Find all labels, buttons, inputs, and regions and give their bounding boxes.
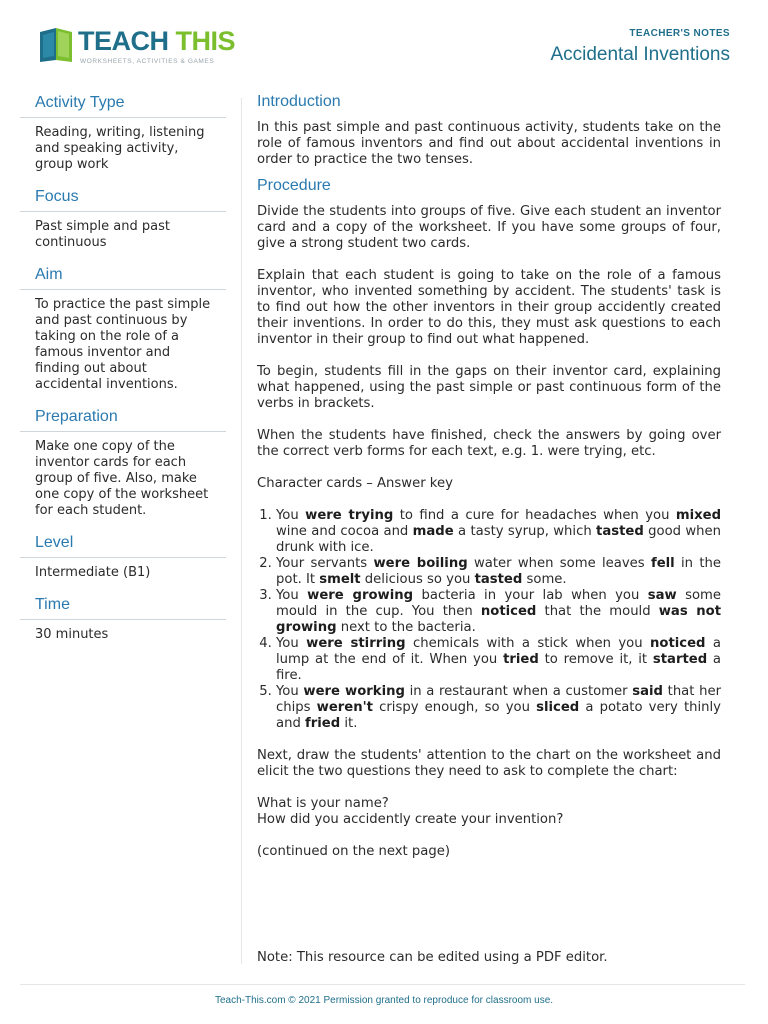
procedure-paragraph: Divide the students into groups of five. Give each student an inventor card and a copy of the worksheet. If you have some groups of four, give a strong student two cards. xyxy=(257,204,721,251)
document-title: Accidental Inventions xyxy=(550,44,730,65)
answer-verb: tasted xyxy=(474,572,523,587)
answer-text: some. xyxy=(522,572,567,587)
answer-text: delicious so you xyxy=(360,572,475,587)
preparation-text: Make one copy of the inventor cards for each group of five. Also, make one copy of the worksheet for each student. xyxy=(35,439,209,518)
answer-verb: weren't xyxy=(316,700,373,715)
answer-text: next to the bacteria. xyxy=(336,620,476,635)
answer-verb: were stirring xyxy=(306,636,406,651)
page-header xyxy=(0,0,768,84)
sidebar xyxy=(20,94,226,658)
answer-text: to find a cure for headaches when you xyxy=(393,508,676,523)
logo-tagline: WORKSHEETS, ACTIVITIES & GAMES xyxy=(80,58,215,65)
procedure-paragraph: Explain that each student is going to take on the role of a famous inventor, who invented something by accident. The students' task is to find out how the other inventors in their group accidently created their inventions. In order to do this, they must ask questions to each inventor in their group to find out what happened. xyxy=(257,268,721,347)
introduction-text: In this past simple and past continuous activity, students take on the role of famous inventors and find out about accidental inventions in order to practice the two tenses. xyxy=(257,120,721,167)
answer-verb: noticed xyxy=(650,636,706,651)
activity-type-heading: Activity Type xyxy=(20,94,226,118)
teach-this-logo xyxy=(36,22,236,72)
answer-key-list xyxy=(257,508,721,732)
answer-key-item xyxy=(276,556,721,588)
book-logo-icon xyxy=(36,24,76,64)
answer-text: a potato very thinly and xyxy=(276,700,721,731)
procedure-paragraph: When the students have finished, check the answers by going over the correct verb forms for each text, e.g. 1. were trying, etc. xyxy=(257,428,721,459)
answer-key-item xyxy=(276,588,721,636)
answer-text: You xyxy=(276,636,307,651)
answer-text: chemicals with a stick when you xyxy=(405,636,651,651)
answer-verb: made xyxy=(412,524,454,539)
answer-verb: said xyxy=(632,684,663,699)
continued-note: (continued on the next page) xyxy=(257,844,450,859)
introduction-heading: Introduction xyxy=(257,93,341,110)
answer-text: in the pot. It xyxy=(276,556,721,587)
answer-text: some mould in the cup. You then xyxy=(276,588,722,619)
answer-text: bacteria in your lab when you xyxy=(413,588,648,603)
answer-key-item xyxy=(276,508,721,556)
procedure-heading: Procedure xyxy=(257,177,331,194)
answer-text: crispy enough, so you xyxy=(372,700,537,715)
answer-verb: tried xyxy=(503,652,539,667)
answer-text: water when some leaves xyxy=(467,556,651,571)
answer-text: good when drunk with ice. xyxy=(276,524,721,555)
question-list xyxy=(257,796,721,828)
preparation-section xyxy=(20,408,226,519)
answer-verb: were working xyxy=(303,684,405,699)
answer-verb: were boiling xyxy=(373,556,468,571)
answer-verb: mixed xyxy=(675,508,722,523)
aim-section xyxy=(20,266,226,393)
answer-verb: saw xyxy=(647,588,677,603)
footer-copyright: Teach-This.com © 2021 Permission granted to reproduce for classroom use. xyxy=(214,995,554,1006)
answer-verb: started xyxy=(652,652,708,667)
answer-text: a tasty syrup, which xyxy=(453,524,597,539)
main-content xyxy=(257,94,721,876)
time-section xyxy=(20,596,226,643)
answer-verb: were growing xyxy=(307,588,414,603)
focus-text: Past simple and past continuous xyxy=(35,219,170,250)
question-line: What is your name? xyxy=(257,796,389,811)
answer-key-title: Character cards – Answer key xyxy=(257,476,453,491)
preparation-heading: Preparation xyxy=(20,408,226,432)
answer-key-item xyxy=(276,684,721,732)
answer-verb: fell xyxy=(650,556,675,571)
aim-text: To practice the past simple and past continuous by taking on the role of a famous inventor and finding out about accidental inventions. xyxy=(35,297,211,392)
answer-text: it. xyxy=(340,716,358,731)
logo-wordmark: TEACH THIS xyxy=(78,26,236,56)
level-text: Intermediate (B1) xyxy=(35,565,151,580)
procedure-paragraph: To begin, students fill in the gaps on their inventor card, explaining what happened, using the past simple or past continuous form of the verbs in brackets. xyxy=(257,364,721,411)
answer-text: a fire. xyxy=(276,652,722,683)
focus-heading: Focus xyxy=(20,188,226,212)
answer-verb: fried xyxy=(305,716,341,731)
answer-text: You xyxy=(276,684,304,699)
chart-instruction-paragraph: Next, draw the students' attention to the chart on the worksheet and elicit the two questions they need to ask to complete the chart: xyxy=(257,748,721,779)
footer-divider xyxy=(20,984,745,985)
answer-verb: tasted xyxy=(596,524,644,539)
answer-verb: sliced xyxy=(536,700,580,715)
time-text: 30 minutes xyxy=(35,627,109,642)
answer-verb: were trying xyxy=(305,508,394,523)
aim-heading: Aim xyxy=(20,266,226,290)
level-section xyxy=(20,534,226,581)
answer-text: to remove it, it xyxy=(538,652,653,667)
activity-type-text: Reading, writing, listening and speaking activity, group work xyxy=(35,125,205,172)
teachers-notes-label: TEACHER'S NOTES xyxy=(629,28,730,39)
answer-text: Your servants xyxy=(276,556,374,571)
activity-type-section xyxy=(20,94,226,173)
focus-section xyxy=(20,188,226,251)
answer-verb: smelt xyxy=(319,572,361,587)
answer-text: that the mould xyxy=(536,604,659,619)
answer-text: wine and cocoa and xyxy=(276,524,413,539)
question-line: How did you accidently create your invention? xyxy=(257,812,564,827)
level-heading: Level xyxy=(20,534,226,558)
answer-key-item xyxy=(276,636,721,684)
column-divider xyxy=(241,98,242,964)
answer-text: that her chips xyxy=(276,684,721,715)
answer-text: a lump at the end of it. When you xyxy=(276,636,721,667)
answer-text: in a restaurant when a customer xyxy=(404,684,633,699)
answer-verb: was not growing xyxy=(276,604,721,635)
answer-text: You xyxy=(276,588,308,603)
answer-text: You xyxy=(276,508,306,523)
time-heading: Time xyxy=(20,596,226,620)
pdf-editor-note: Note: This resource can be edited using a PDF editor. xyxy=(257,950,608,965)
answer-verb: noticed xyxy=(480,604,537,619)
